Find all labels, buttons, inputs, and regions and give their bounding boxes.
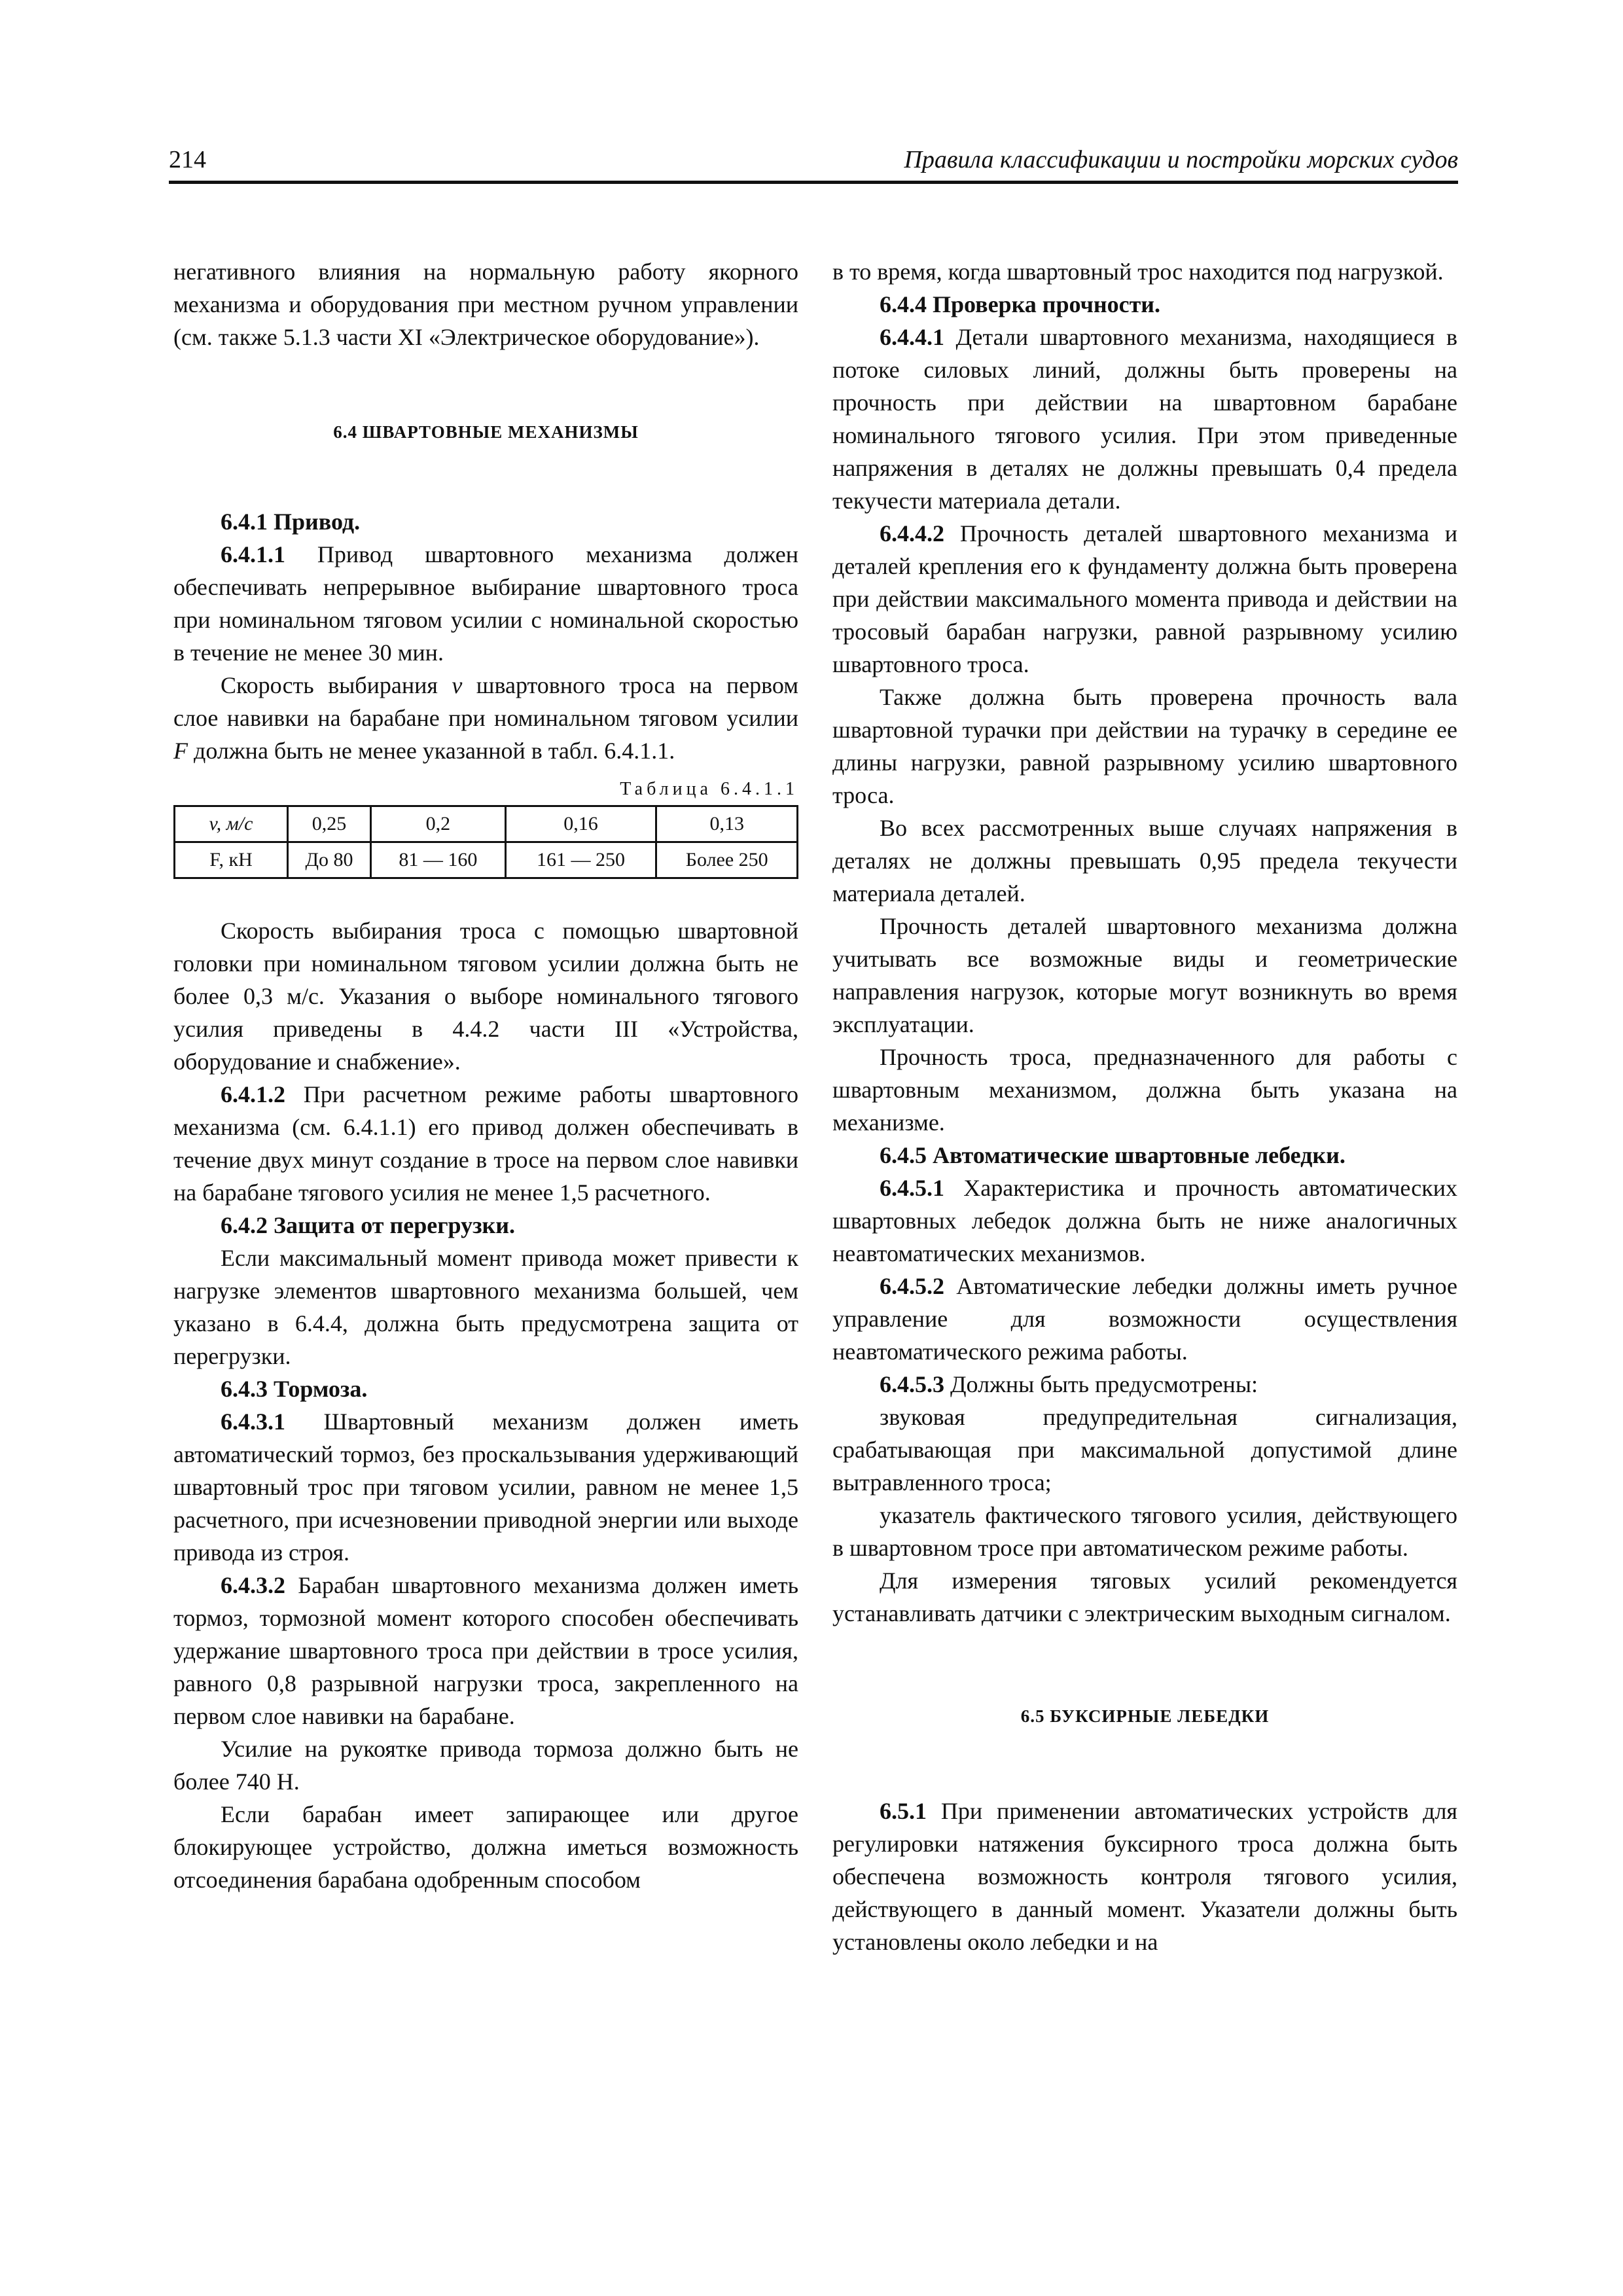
clause-number: 6.4.1.1: [221, 541, 285, 567]
clause-text: При расчетном режиме работы швартовного механизма (см. 6.4.1.1) его привод должен обеспечивать в течение двух минут создание в тросе на первом слое навивки на барабане тягового усилия не менее 1,5 расчетного.: [173, 1081, 798, 1206]
paragraph-speed: [173, 669, 798, 767]
paragraph-6-4-5-1: [832, 1172, 1457, 1270]
speed-table: [173, 805, 798, 879]
paragraph-indicator: указатель фактического тягового усилия, действующего в швартовном тросе при автоматическом режиме работы.: [832, 1502, 1457, 1561]
text-run: швартовного троса на первом слое навивки на барабане при номинальном тяговом усилии: [173, 672, 798, 731]
clause-text: Привод швартовного механизма должен обеспечивать непрерывное выбирание швартовного троса при номинальном тяговом усилии с номинальной скоростью в течение не менее 30 мин.: [173, 541, 798, 666]
paragraph-6-4-1-2: [173, 1078, 798, 1209]
paragraph-6-4-2: Если максимальный момент привода может привести к нагрузке элементов швартовного механизма большей, чем указано в 6.4.4, должна быть предусмотрена защита от перегрузки.: [173, 1245, 798, 1369]
table-row: [175, 806, 798, 842]
paragraph-alarm: звуковая предупредительная сигнализация, срабатывающая при максимальной допустимой длине вытравленного троса;: [832, 1404, 1457, 1496]
heading-6-4-3: 6.4.3 Тормоза.: [221, 1376, 368, 1402]
intro-paragraph: негативного влияния на нормальную работу якорного механизма и оборудования при местном ручном управлении (см. также 5.1.3 части XI «Электрическое оборудование»).: [173, 259, 798, 350]
clause-number: 6.4.4.2: [880, 520, 944, 547]
clause-number: 6.4.5.3: [880, 1371, 944, 1397]
page-number: 214: [169, 146, 206, 173]
heading-6-4-4: 6.4.4 Проверка прочности.: [880, 291, 1161, 317]
symbol-F: F: [173, 738, 188, 764]
paragraph-6-4-5-2: [832, 1270, 1457, 1368]
clause-text: Прочность деталей швартовного механизма и деталей крепления его к фундаменту должна быть проверена при действии максимального момента привода и действии на тросовый барабан нагрузки, равной разрывному усилию швартовного троса.: [832, 520, 1457, 677]
paragraph-drum-lock: Если барабан имеет запирающее или другое блокирующее устройство, должна иметься возможность отсоединения барабана одобренным способом: [173, 1801, 798, 1893]
clause-text: При применении автоматических устройств для регулировки натяжения буксирного троса должна быть обеспечена возможность контроля тягового усилия, действующего в данный момент. Указатели должны быть установлены около лебедки и на: [832, 1798, 1457, 1955]
paragraph-load-directions: Прочность деталей швартовного механизма должна учитывать все возможные виды и геометрические направления нагрузок, которые могут возникнуть во время эксплуатации.: [832, 913, 1457, 1037]
paragraph-6-4-3-2: [173, 1569, 798, 1732]
page-header: [169, 143, 1458, 184]
paragraph-sensors: Для измерения тяговых усилий рекомендуется устанавливать датчики с электрическим выходным сигналом.: [832, 1568, 1457, 1626]
paragraph-stress-limit: Во всех рассмотренных выше случаях напряжения в деталях не должны превышать 0,95 предела текучести материала деталей.: [832, 815, 1457, 906]
table-caption: Таблица 6.4.1.1: [620, 779, 798, 799]
clause-number: 6.4.3.1: [221, 1408, 285, 1435]
paragraph-6-4-4-2: [832, 517, 1457, 681]
table-cell: 161 — 250: [505, 842, 656, 878]
symbol-v: v: [452, 672, 463, 698]
clause-text: Должны быть предусмотрены:: [944, 1371, 1258, 1397]
paragraph-continued: в то время, когда швартовный трос находится под нагрузкой.: [832, 259, 1444, 285]
table-cell: Более 250: [656, 842, 798, 878]
clause-text: Швартовный механизм должен иметь автоматический тормоз, без проскальзывания удерживающий швартовный трос при тяговом усилии, равном не менее 1,5 расчетного, при исчезновении приводной энергии или выходе привода из строя.: [173, 1408, 798, 1566]
text-run: Скорость выбирания: [221, 672, 452, 698]
table-cell: F, кН: [175, 842, 288, 878]
table-cell: 0,13: [656, 806, 798, 842]
clause-number: 6.4.5.2: [880, 1273, 944, 1299]
clause-text: Детали швартовного механизма, находящиеся в потоке силовых линий, должны быть проверены на прочность при действии на швартовном барабане номинального тягового усилия. При этом приведенные напряжения в деталях не должны превышать 0,4 предела текучести материала детали.: [832, 324, 1457, 514]
paragraph-mooring-head-speed: Скорость выбирания троса с помощью швартовной головки при номинальном тяговом усилии должна быть не более 0,3 м/с. Указания о выборе номинального тягового усилия приведены в 4.4.2 части III «Устройства, оборудование и снабжение».: [173, 918, 798, 1075]
table-cell: 0,16: [505, 806, 656, 842]
running-title: Правила классификации и постройки морских судов: [904, 146, 1458, 173]
section-heading-6-5: 6.5 БУКСИРНЫЕ ЛЕБЕДКИ: [1020, 1706, 1270, 1726]
table-cell: До 80: [288, 842, 371, 878]
table-cell: 0,25: [288, 806, 371, 842]
section-heading-6-4: 6.4 ШВАРТОВНЫЕ МЕХАНИЗМЫ: [333, 422, 639, 442]
heading-6-4-2: 6.4.2 Защита от перегрузки.: [221, 1212, 516, 1238]
paragraph-6-4-4-1: [832, 321, 1457, 517]
paragraph-6-4-5-3: [832, 1368, 1457, 1401]
table-cell: 0,2: [371, 806, 506, 842]
heading-6-4-5: 6.4.5 Автоматические швартовные лебедки.: [880, 1142, 1346, 1168]
paragraph-6-4-1-1: [173, 538, 798, 669]
heading-6-4-1: 6.4.1 Привод.: [221, 509, 361, 535]
clause-text: Автоматические лебедки должны иметь ручное управление для возможности осуществления неавтоматического режима работы.: [832, 1273, 1457, 1365]
left-column: [173, 255, 798, 1896]
clause-text: Барабан швартовного механизма должен иметь тормоз, тормозной момент которого способен обеспечивать удержание швартовного троса при действии в тросе усилия, равного 0,8 разрывной нагрузки троса, закрепленного на первом слое навивки на барабане.: [173, 1572, 798, 1729]
table-cell: 81 — 160: [371, 842, 506, 878]
table-cell: v, м/с: [175, 806, 288, 842]
clause-text: Характеристика и прочность автоматических швартовных лебедок должна быть не ниже аналогичных неавтоматических механизмов.: [832, 1175, 1457, 1266]
clause-number: 6.4.4.1: [880, 324, 944, 350]
paragraph-6-5-1: [832, 1795, 1457, 1958]
paragraph-brake-handle: Усилие на рукоятке привода тормоза должно быть не более 740 Н.: [173, 1736, 798, 1795]
clause-number: 6.4.1.2: [221, 1081, 285, 1107]
clause-number: 6.4.5.1: [880, 1175, 944, 1201]
table-row: [175, 842, 798, 878]
clause-number: 6.5.1: [880, 1798, 927, 1824]
paragraph-warping-head: Также должна быть проверена прочность вала швартовной турачки при действии на турачку в середине ее длины нагрузки, равной разрывному усилию швартовного троса.: [832, 684, 1457, 808]
paragraph-rope-strength: Прочность троса, предназначенного для работы с швартовным механизмом, должна быть указана на механизме.: [832, 1044, 1457, 1136]
right-column: [832, 255, 1457, 1958]
paragraph-6-4-3-1: [173, 1405, 798, 1569]
clause-number: 6.4.3.2: [221, 1572, 285, 1598]
text-run: должна быть не менее указанной в табл. 6.4.1.1.: [188, 738, 675, 764]
